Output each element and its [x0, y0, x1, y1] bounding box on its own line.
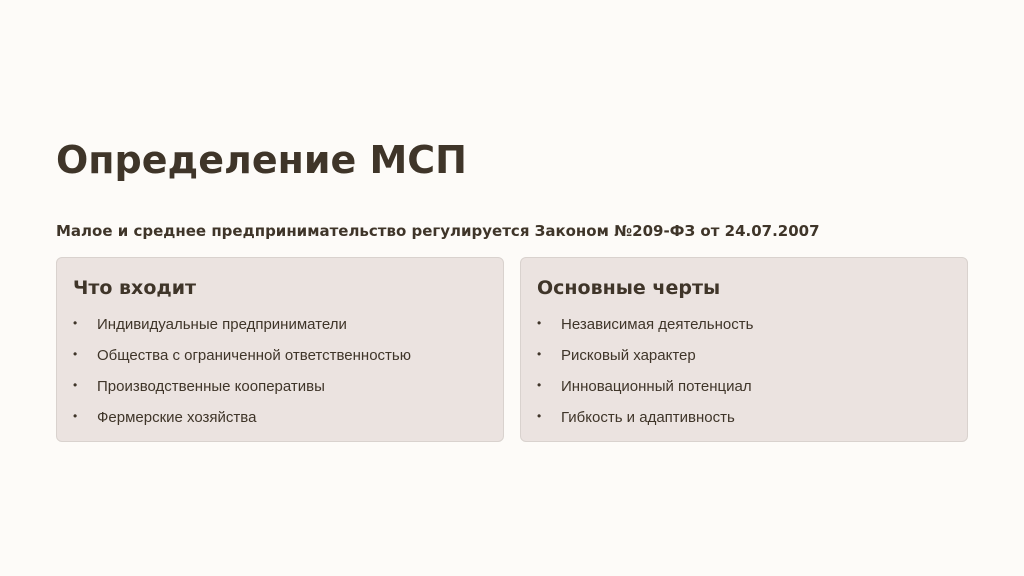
card-heading: Основные черты	[537, 277, 721, 299]
bullet-icon: •	[537, 347, 542, 361]
list-item-text: Индивидуальные предприниматели	[97, 316, 347, 333]
list-item-text: Рисковый характер	[561, 347, 696, 364]
card-what-included	[56, 257, 504, 442]
slide-title: Определение МСП	[56, 138, 467, 182]
card-key-features	[520, 257, 968, 442]
bullet-icon: •	[537, 378, 542, 392]
bullet-icon: •	[537, 316, 542, 330]
card-heading: Что входит	[73, 277, 197, 299]
bullet-icon: •	[73, 378, 78, 392]
list-item-text: Инновационный потенциал	[561, 378, 752, 395]
bullet-icon: •	[73, 409, 78, 423]
list-item-text: Производственные кооперативы	[97, 378, 325, 395]
list-item-text: Общества с ограниченной ответственностью	[97, 347, 411, 364]
bullet-icon: •	[73, 316, 78, 330]
list-item-text: Гибкость и адаптивность	[561, 409, 735, 426]
bullet-icon: •	[537, 409, 542, 423]
bullet-icon: •	[73, 347, 78, 361]
slide-subtitle: Малое и среднее предпринимательство регулируется Законом №209-ФЗ от 24.07.2007	[56, 222, 820, 240]
list-item-text: Фермерские хозяйства	[97, 409, 257, 426]
list-item-text: Независимая деятельность	[561, 316, 754, 333]
